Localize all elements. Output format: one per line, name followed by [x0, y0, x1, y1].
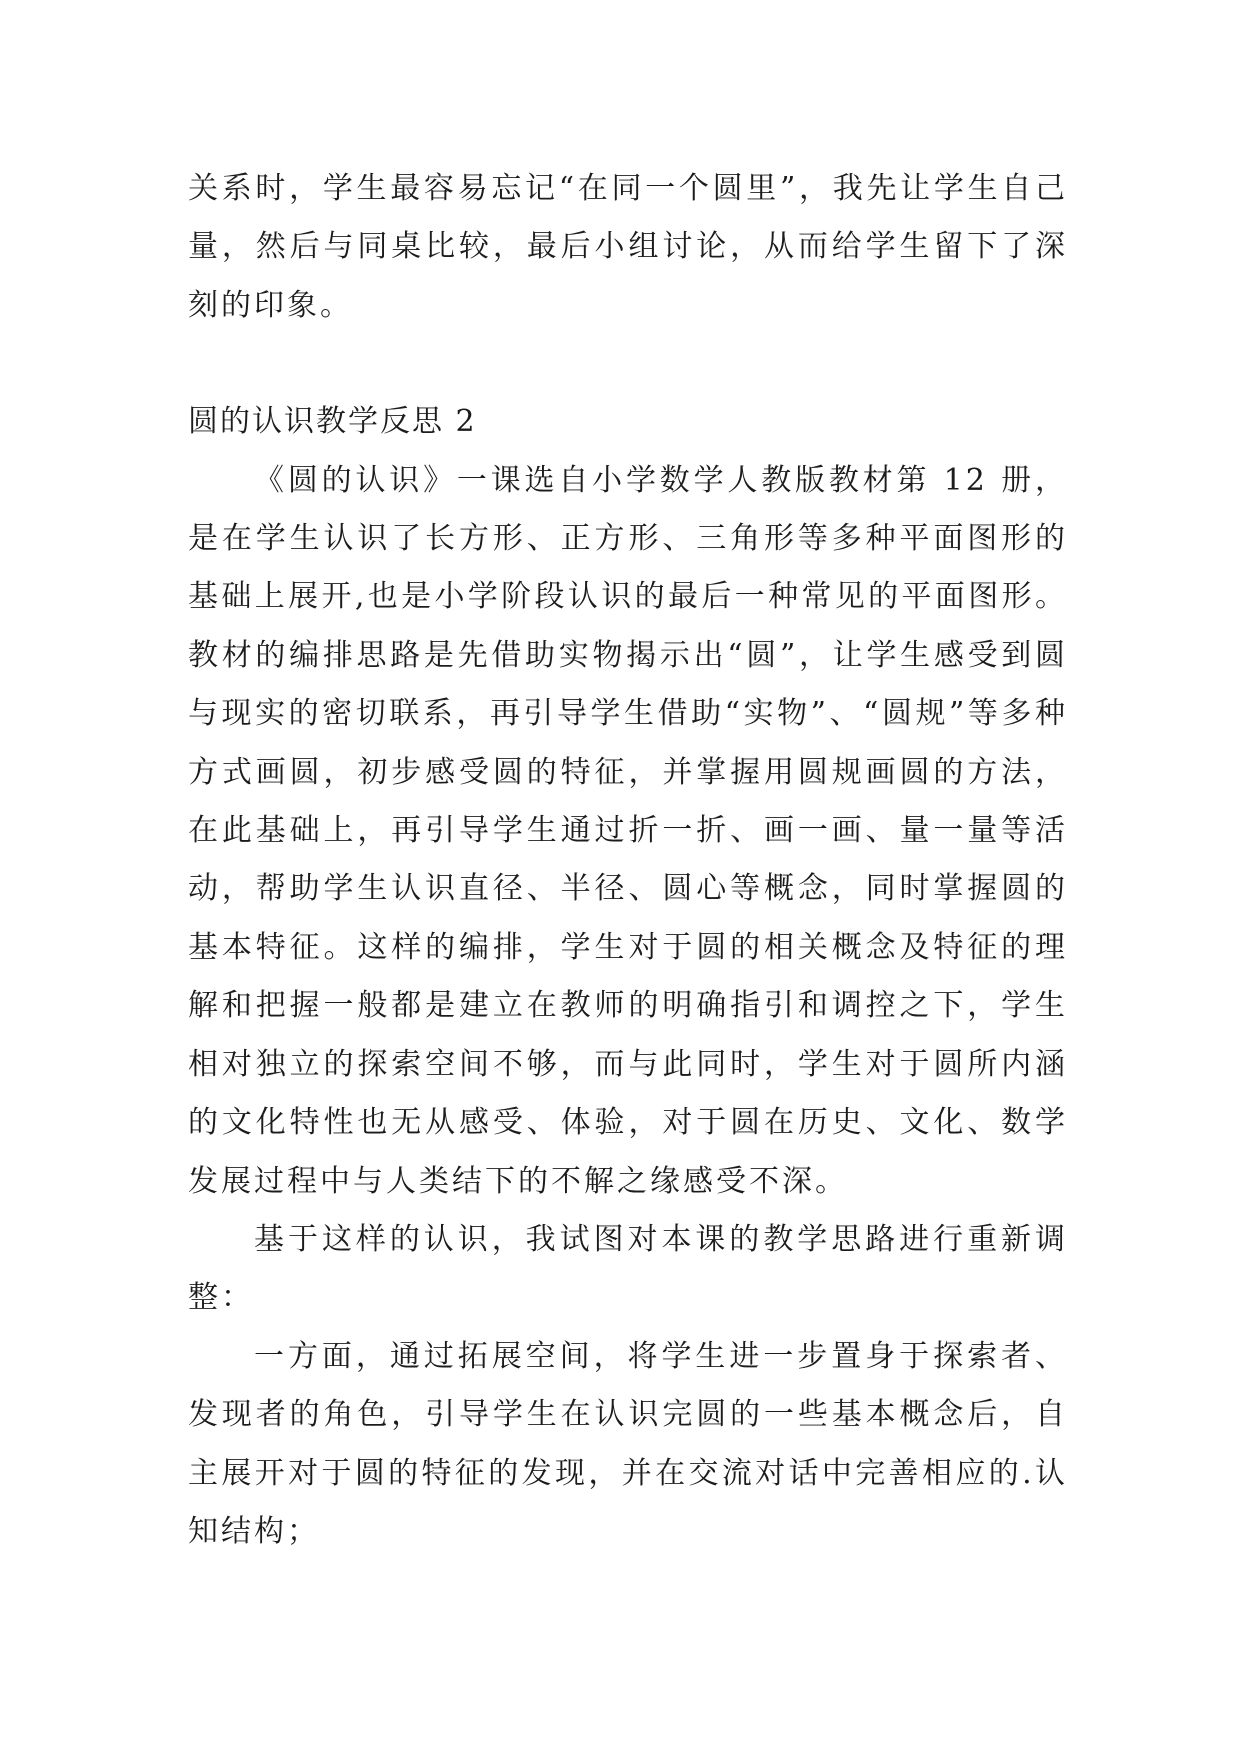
continuation-paragraph: 关系时，学生最容易忘记“在同一个圆里”，我先让学生自己量，然后与同桌比较，最后小组讨论，从而给学生留下了深刻的印象。	[188, 171, 1068, 323]
body-paragraph-1: 《圆的认识》一课选自小学数学人教版教材第 12 册，是在学生认识了长方形、正方形、三角形等多种平面图形的基础上展开,也是小学阶段认识的最后一种常见的平面图形。教材的编排思路是先借助实物揭示出“圆”，让学生感受到圆与现实的密切联系，再引导学生借助“实物”、“圆规”等多种方式画圆，初步感受圆的特征，并掌握用圆规画圆的方法，在此基础上，再引导学生通过折一折、画一画、量一量等活动，帮助学生认识直径、半径、圆心等概念，同时掌握圆的基本特征。这样的编排，学生对于圆的相关概念及特征的理解和把握一般都是建立在教师的明确指引和调控之下，学生相对独立的探索空间不够，而与此同时，学生对于圆所内涵的文化特性也无从感受、体验，对于圆在历史、文化、数学发展过程中与人类结下的不解之缘感受不深。	[188, 462, 1068, 1199]
section-spacer	[188, 335, 1068, 393]
body-paragraph-2: 基于这样的认识，我试图对本课的教学思路进行重新调整：	[188, 1221, 1068, 1316]
section-title: 圆的认识教学反思 2	[188, 404, 477, 440]
document-body	[188, 160, 1068, 1561]
body-paragraph-3: 一方面，通过拓展空间，将学生进一步置身于探索者、发现者的角色，引导学生在认识完圆的一些基本概念后，自主展开对于圆的特征的发现，并在交流对话中完善相应的.认知结构；	[188, 1338, 1068, 1549]
